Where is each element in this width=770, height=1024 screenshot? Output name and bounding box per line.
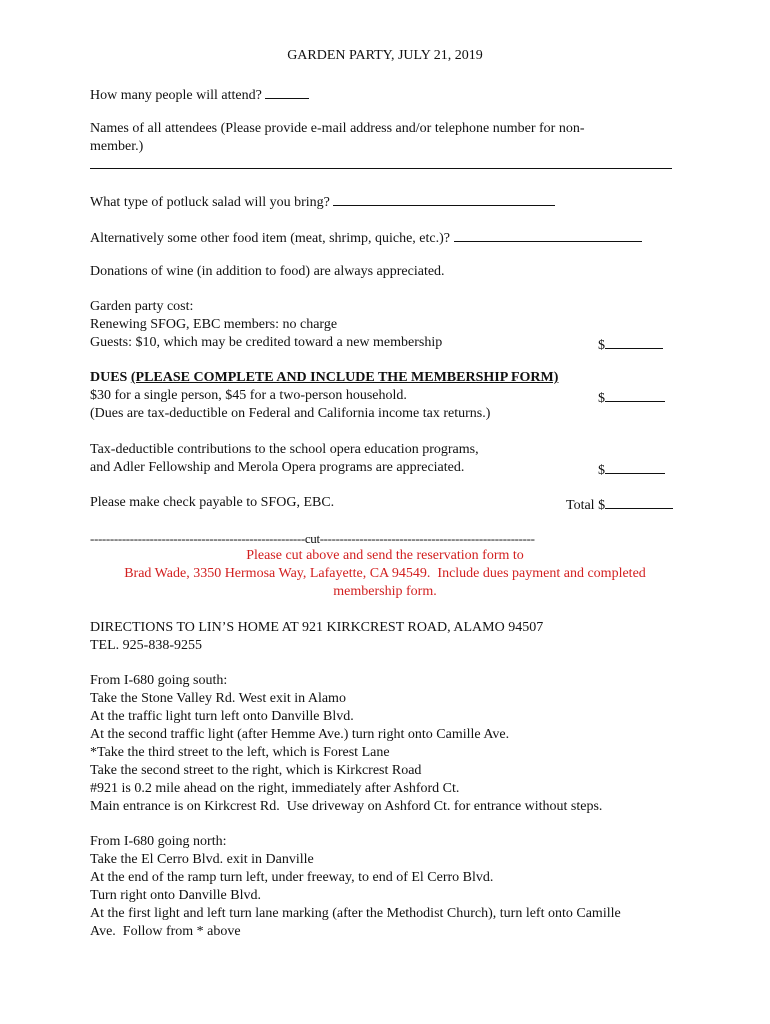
food-label: Alternatively some other food item (meat, shrimp, quiche, etc.)?	[90, 231, 450, 246]
dollar-sign: $	[598, 338, 605, 353]
north-line: Turn right onto Danville Blvd.	[90, 888, 261, 903]
south-line: *Take the third street to the left, which is Forest Lane	[90, 745, 390, 760]
attendance-question	[90, 84, 309, 105]
salad-label: What type of potluck salad will you bring?	[90, 195, 330, 210]
south-line: Take the Stone Valley Rd. West exit in Alamo	[90, 691, 346, 706]
directions-tel: TEL. 925-838-9255	[90, 638, 202, 653]
dues-label: DUES	[90, 370, 131, 385]
attendance-blank[interactable]	[265, 84, 309, 99]
north-line: At the first light and left turn lane marking (after the Methodist Church), turn left onto Camille	[90, 906, 621, 921]
food-question	[90, 227, 642, 248]
reservation-line3: membership form.	[333, 584, 437, 599]
north-line: Ave. Follow from * above	[90, 924, 241, 939]
dues-instruction: (PLEASE COMPLETE AND INCLUDE THE MEMBERSHIP FORM)	[130, 370, 559, 385]
attendees-instruction-line2: member.)	[90, 139, 144, 154]
wine-note: Donations of wine (in addition to food) are always appreciated.	[90, 264, 445, 279]
south-line: At the traffic light turn left onto Danville Blvd.	[90, 709, 354, 724]
contrib-amount-blank[interactable]	[605, 459, 665, 474]
total-amount-blank[interactable]	[605, 494, 673, 509]
cost-heading: Garden party cost:	[90, 299, 194, 314]
dollar-sign: $	[598, 391, 605, 406]
contrib-amount	[598, 459, 665, 480]
north-line: Take the El Cerro Blvd. exit in Danville	[90, 852, 314, 867]
dues-note: (Dues are tax-deductible on Federal and California income tax returns.)	[90, 406, 491, 421]
contrib-line2: and Adler Fellowship and Merola Opera programs are appreciated.	[90, 460, 465, 475]
south-line: #921 is 0.2 mile ahead on the right, immediately after Ashford Ct.	[90, 781, 460, 796]
page-title: GARDEN PARTY, JULY 21, 2019	[287, 48, 483, 63]
attendance-label: How many people will attend?	[90, 88, 262, 103]
cost-renewing: Renewing SFOG, EBC members: no charge	[90, 317, 338, 332]
attendees-instruction-line1: Names of all attendees (Please provide e-mail address and/or telephone number for non-	[90, 121, 585, 136]
total-label: Total $	[566, 498, 606, 513]
guests-amount-blank[interactable]	[605, 334, 663, 349]
dues-heading	[90, 369, 558, 387]
north-line: At the end of the ramp turn left, under freeway, to end of El Cerro Blvd.	[90, 870, 494, 885]
dollar-sign: $	[598, 463, 605, 478]
guests-amount	[598, 334, 663, 355]
dues-amount-blank[interactable]	[605, 387, 665, 402]
south-line: From I-680 going south:	[90, 673, 228, 688]
south-line: At the second traffic light (after Hemme Ave.) turn right onto Camille Ave.	[90, 727, 510, 742]
salad-blank[interactable]	[333, 191, 555, 206]
dues-amount	[598, 387, 665, 408]
cost-guests: Guests: $10, which may be credited toward a new membership	[90, 335, 443, 350]
south-line: Take the second street to the right, which is Kirkcrest Road	[90, 763, 422, 778]
south-line: Main entrance is on Kirkcrest Rd. Use driveway on Ashford Ct. for entrance without steps.	[90, 799, 603, 814]
dues-rates: $30 for a single person, $45 for a two-person household.	[90, 388, 407, 403]
reservation-line2: Brad Wade, 3350 Hermosa Way, Lafayette, CA 94549. Include dues payment and completed	[124, 566, 646, 581]
payable-note: Please make check payable to SFOG, EBC.	[90, 495, 335, 510]
cut-line: ------------------------------------------------------cut------------------------------------------------------	[90, 531, 535, 546]
reservation-line1: Please cut above and send the reservation form to	[246, 548, 524, 563]
total-amount	[566, 494, 673, 515]
directions-heading: DIRECTIONS TO LIN’S HOME AT 921 KIRKCREST ROAD, ALAMO 94507	[90, 620, 544, 635]
north-line: From I-680 going north:	[90, 834, 227, 849]
contrib-line1: Tax-deductible contributions to the school opera education programs,	[90, 442, 479, 457]
food-blank[interactable]	[454, 227, 642, 242]
salad-question	[90, 191, 555, 212]
attendees-names-blank[interactable]	[90, 168, 672, 169]
